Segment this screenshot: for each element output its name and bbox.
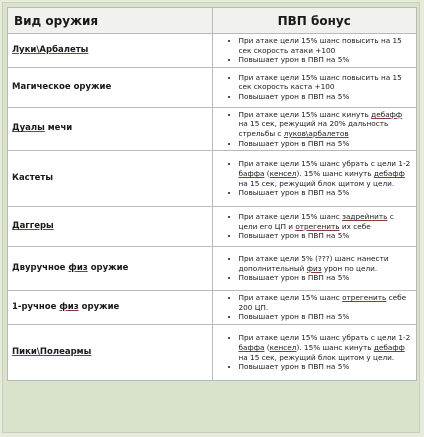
pvp-bonus-header: ПВП бонус [212,8,417,34]
underlined-term[interactable]: Луки\Арбалеты [12,44,89,55]
bonus-item [239,110,413,139]
text-fragment: ). 15% шанс кинуть [296,343,374,353]
text-fragment: ( [264,343,270,353]
bonus-item [239,362,413,372]
text-fragment: Повышает урон в ПВП на 5% [238,92,350,102]
text-fragment: Повышает урон в ПВП на 5% [238,312,350,322]
bonus-item [239,159,413,188]
table-row [8,325,417,381]
bonus-list [213,110,413,148]
bonus-item [239,231,413,241]
underlined-term[interactable]: дебафф [373,169,405,179]
header-row [8,8,417,34]
text-fragment: ). 15% шанс кинуть [296,169,374,179]
text-fragment: мечи [44,123,73,134]
text-fragment: на 15 сек, режущий блок щитом у цели. [238,352,395,362]
underlined-term[interactable]: Дуалы [12,123,45,134]
weapon-type-cell [8,247,213,291]
weapon-type-cell [8,325,213,381]
table-row [8,67,417,107]
text-fragment: При атаке цели 15% шанс убрать с цели 1-2 [238,333,411,343]
text-fragment: Повышает урон в ПВП на 5% [238,231,350,241]
text-fragment: При атаке цели 15% шанс [238,293,343,303]
underlined-term[interactable]: кенсел [269,343,297,353]
text-fragment: на 15 сек, режущий блок щитом у цели. [238,178,395,188]
underlined-term[interactable]: дебафф [373,343,405,353]
underlined-term[interactable]: дебафф [371,109,403,119]
bonus-item [239,212,413,231]
text-fragment: с цели его ЦП и [238,212,394,231]
bonus-cell [212,247,417,291]
text-fragment: Двуручное [12,263,69,274]
text-fragment: При атаке цели 15% шанс убрать с цели 1-2 [238,159,411,169]
underlined-term[interactable]: Пики\Полеармы [12,347,92,358]
bonus-cell [212,67,417,107]
bonus-list [213,36,413,65]
bonus-item [239,293,413,312]
bonus-item [239,273,413,283]
bonus-cell [212,151,417,207]
text-fragment: ( [264,169,270,179]
underlined-term[interactable]: баффа [238,343,265,353]
bonus-list [213,159,413,197]
underlined-term[interactable]: кенсел [269,169,297,179]
table-row [8,107,417,150]
table-row [8,207,417,247]
weapon-type-cell [8,67,213,107]
text-fragment: Повышает урон в ПВП на 5% [238,273,350,283]
bonus-cell [212,34,417,68]
bonus-list [213,254,413,283]
bonus-item [239,139,413,149]
weapon-type-cell [8,291,213,325]
bonus-cell [212,107,417,150]
weapon-type-cell [8,151,213,207]
text-fragment: При атаке цели 5% (???) шанс нанести дополнительный [238,254,389,273]
bonus-item [239,92,413,102]
underlined-term[interactable]: баффа [238,169,265,179]
text-fragment: При атаке цели 15% шанс кинуть [238,109,372,119]
table-frame [2,2,420,433]
text-fragment: При атаке цели 15% шанс [238,212,343,222]
bonus-cell [212,207,417,247]
pvp-bonus-table [7,7,417,381]
text-fragment: урон по цели. [321,263,378,273]
text-fragment: Повышает урон в ПВП на 5% [238,55,350,65]
text-fragment: 1-ручное [12,302,60,313]
text-fragment: Повышает урон в ПВП на 5% [238,362,350,372]
table-body [8,34,417,381]
table-row [8,34,417,68]
bonus-item [239,73,413,92]
table-row [8,151,417,207]
bonus-item [239,188,413,198]
bonus-cell [212,291,417,325]
text-fragment: Кастеты [12,173,54,184]
text-fragment: оружие [78,302,120,313]
underlined-term[interactable]: задрейнить [342,212,388,222]
table-row [8,247,417,291]
text-fragment: на 15 сек, режущий на 20% дальность стрельбы с [238,119,389,138]
underlined-term[interactable]: физ [59,302,79,313]
bonus-list [213,293,413,322]
underlined-term[interactable]: отрегенить [342,293,387,303]
bonus-item [239,55,413,65]
bonus-list [213,73,413,102]
bonus-list [213,212,413,241]
bonus-item [239,36,413,55]
text-fragment: Повышает урон в ПВП на 5% [238,188,350,198]
underlined-term[interactable]: Даггеры [12,221,54,232]
weapon-type-cell [8,207,213,247]
bonus-list [213,333,413,371]
weapon-type-header: Вид оружия [8,8,213,34]
text-fragment: себе 200 ЦП. [238,293,407,312]
underlined-term[interactable]: отрегенить [295,221,340,231]
text-fragment: оружие [87,263,129,274]
text-fragment: При атаке цели 15% шанс повысить на 15 сек скорость атаки +100 [238,36,402,55]
bonus-item [239,254,413,273]
text-fragment: Магическое оружие [12,81,112,92]
bonus-item [239,333,413,362]
table-row [8,291,417,325]
bonus-cell [212,325,417,381]
text-fragment: их себе [339,221,371,231]
underlined-term[interactable]: луков\арбалетов [283,128,349,138]
text-fragment: При атаке цели 15% шанс повысить на 15 сек скорость каста +100 [238,72,402,92]
bonus-item [239,312,413,322]
weapon-type-cell [8,34,213,68]
underlined-term[interactable]: физ [306,263,322,273]
text-fragment: Повышает урон в ПВП на 5% [238,138,350,148]
underlined-term[interactable]: физ [68,263,88,274]
weapon-type-cell [8,107,213,150]
